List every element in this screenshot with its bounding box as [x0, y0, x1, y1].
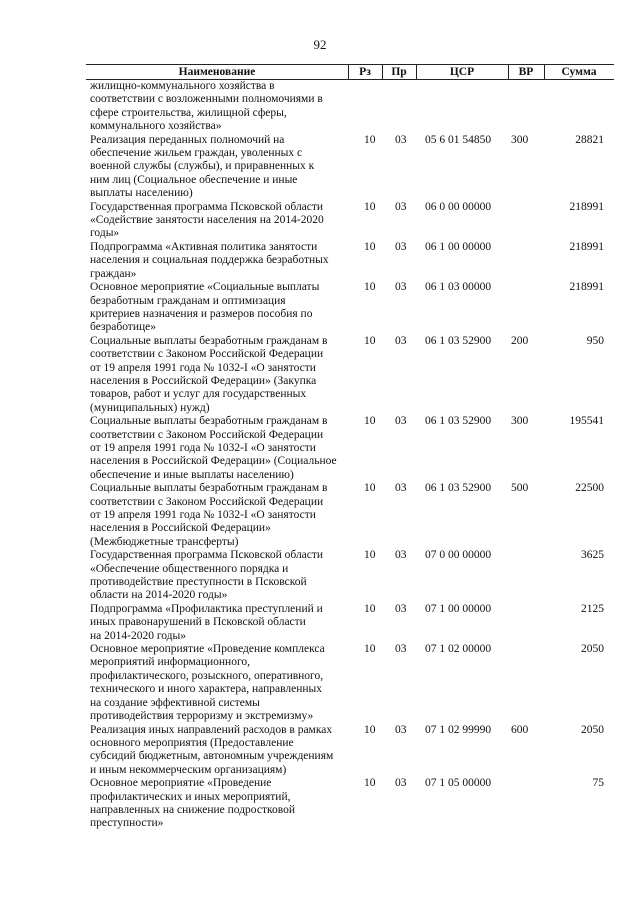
row-csr: 06 1 03 00000: [425, 281, 492, 294]
row-pr: 03: [395, 602, 407, 615]
row-name: [90, 777, 352, 831]
row-name-line: «Содействие занятости населения на 2014-2020: [90, 214, 324, 227]
table-row: [90, 281, 614, 335]
row-name-line: Социальные выплаты безработным гражданам в: [90, 482, 328, 495]
row-name-line: профилактических и иных мероприятий,: [90, 790, 291, 803]
row-rz: 10: [364, 643, 376, 656]
row-name-line: направленных на снижение подростковой: [90, 803, 295, 816]
row-name-line: населения и социальная поддержка безработных: [90, 254, 329, 267]
row-vr: 500: [511, 482, 529, 495]
row-sum: 218991: [569, 281, 604, 294]
row-name-line: субсидий бюджетным, автономным учреждениям: [90, 750, 334, 763]
row-csr: 05 6 01 54850: [425, 133, 492, 146]
table-row: [90, 724, 614, 778]
row-name-line: годы»: [90, 227, 120, 240]
header-pr: Пр: [382, 65, 417, 79]
row-pr: 03: [395, 549, 407, 562]
row-name-line: граждан»: [90, 267, 137, 280]
row-name-line: профилактического, розыскного, оперативного,: [90, 669, 324, 682]
row-name-line: (муниципальных) нужд): [90, 401, 210, 414]
row-vr: 300: [511, 415, 529, 428]
row-rz: 10: [364, 602, 376, 615]
row-csr: 07 1 05 00000: [425, 777, 492, 790]
row-name-line: соответствии с Законом Российской Федерации: [90, 348, 324, 361]
row-name: [90, 335, 352, 415]
row-sum: 75: [592, 777, 604, 790]
row-name-line: военной службы (службы), и приравненных к: [90, 160, 315, 173]
row-sum: 3625: [581, 549, 604, 562]
row-name-line: «Обеспечение общественного порядка и: [90, 562, 289, 575]
row-pr: 03: [395, 777, 407, 790]
row-pr: 03: [395, 281, 407, 294]
row-name-line: населения в Российской Федерации» (Закупка: [90, 374, 317, 387]
row-csr: 07 1 00 00000: [425, 602, 492, 615]
table-row: [90, 201, 614, 241]
row-name-line: Государственная программа Псковской области: [90, 200, 324, 213]
row-name-line: Социальные выплаты безработным гражданам в: [90, 334, 328, 347]
row-name: [90, 482, 352, 549]
row-pr: 03: [395, 723, 407, 736]
row-name-line: мероприятий информационного,: [90, 656, 251, 669]
row-name-line: Подпрограмма «Активная политика занятости: [90, 240, 318, 253]
row-name-line: Основное мероприятие «Проведение: [90, 777, 272, 790]
row-pr: 03: [395, 482, 407, 495]
row-csr: 06 1 00 00000: [425, 240, 492, 253]
row-name-line: на 2014-2020 годы»: [90, 629, 187, 642]
row-rz: 10: [364, 482, 376, 495]
row-name-line: Реализация иных направлений расходов в рамках: [90, 723, 333, 736]
row-pr: 03: [395, 643, 407, 656]
table-row: [90, 415, 614, 482]
row-csr: 07 0 00 00000: [425, 549, 492, 562]
table-row: [90, 549, 614, 603]
row-name-line: (Межбюджетные трансферты): [90, 535, 239, 548]
row-name-line: технического и иного характера, направленных: [90, 683, 323, 696]
row-name-line: коммунального хозяйства»: [90, 120, 222, 133]
row-name-line: Государственная программа Псковской области: [90, 549, 324, 562]
row-csr: 07 1 02 99990: [425, 723, 492, 736]
row-rz: 10: [364, 549, 376, 562]
row-rz: 10: [364, 723, 376, 736]
row-name-line: населения в Российской Федерации» (Социальное: [90, 455, 337, 468]
row-sum: 2125: [581, 602, 604, 615]
row-csr: 06 1 03 52900: [425, 482, 492, 495]
header-name: Наименование: [86, 65, 349, 79]
row-name: [90, 415, 352, 482]
table-row: [90, 482, 614, 549]
page-number: 92: [313, 37, 327, 52]
row-sum: 218991: [569, 240, 604, 253]
row-name: [90, 201, 352, 241]
row-name-line: безработице»: [90, 321, 156, 334]
row-vr: 200: [511, 334, 529, 347]
row-name-line: Основное мероприятие «Социальные выплаты: [90, 281, 320, 294]
row-vr: 300: [511, 133, 529, 146]
row-name-line: жилищно-коммунального хозяйства в: [90, 80, 275, 92]
row-csr: 06 1 03 52900: [425, 334, 492, 347]
header-sum: Сумма: [561, 66, 597, 78]
header-rz: Рз: [348, 65, 383, 79]
row-name-line: выплаты населению): [90, 187, 193, 200]
table-row: [90, 777, 614, 831]
row-name: [90, 724, 352, 778]
table-row: [90, 134, 614, 201]
row-name-line: от 19 апреля 1991 года № 1032-I «О занятости: [90, 361, 316, 374]
header-vr: ВР: [508, 65, 545, 79]
row-name-line: ним лиц (Социальное обеспечение и иные: [90, 173, 298, 186]
row-name-line: сфере строительства, жилищной сферы,: [90, 106, 287, 119]
row-rz: 10: [364, 133, 376, 146]
row-sum: 2050: [581, 723, 604, 736]
row-rz: 10: [364, 240, 376, 253]
row-name-line: критериев назначения и размеров пособия по: [90, 307, 313, 320]
row-name: [90, 134, 352, 201]
row-name-line: соответствии с возложенными полномочиями в: [90, 93, 323, 106]
row-name-line: Основное мероприятие «Проведение комплекса: [90, 643, 325, 656]
row-vr: 600: [511, 723, 529, 736]
row-pr: 03: [395, 133, 407, 146]
row-name-line: основного мероприятия (Предоставление: [90, 736, 294, 749]
row-name-line: безработным гражданам и оптимизация: [90, 294, 286, 307]
row-name: [90, 643, 352, 723]
row-name-line: на создание эффективной системы: [90, 696, 260, 709]
row-name: [90, 281, 352, 335]
row-name-line: противодействие преступности в Псковской: [90, 576, 307, 589]
row-name-line: от 19 апреля 1991 года № 1032-I «О занятости: [90, 441, 316, 454]
row-name-line: Подпрограмма «Профилактика преступлений и: [90, 602, 323, 615]
row-sum: 218991: [569, 200, 604, 213]
row-name-line: Реализация переданных полномочий на: [90, 133, 285, 146]
row-pr: 03: [395, 240, 407, 253]
row-name-line: товаров, работ и услуг для государственных: [90, 388, 307, 401]
row-name-line: населения в Российской Федерации»: [90, 522, 271, 535]
table-row: [90, 603, 614, 643]
row-name-line: области на 2014-2020 годы»: [90, 589, 228, 602]
row-sum: 950: [586, 334, 604, 347]
row-name: [90, 549, 352, 603]
row-sum: 22500: [575, 482, 604, 495]
row-rz: 10: [364, 281, 376, 294]
row-csr: 06 1 03 52900: [425, 415, 492, 428]
row-name-line: обеспечение жильем граждан, уволенных с: [90, 147, 303, 160]
table-row: [90, 643, 614, 723]
row-name-line: обеспечение и иные выплаты населению): [90, 468, 294, 481]
row-sum: 28821: [575, 133, 604, 146]
table-body: [90, 80, 614, 831]
row-rz: 10: [364, 415, 376, 428]
table-row: [90, 335, 614, 415]
table-header: [86, 64, 614, 80]
row-pr: 03: [395, 334, 407, 347]
row-name-line: от 19 апреля 1991 года № 1032-I «О занятости: [90, 509, 316, 521]
row-name: [90, 80, 352, 134]
row-csr: 06 0 00 00000: [425, 200, 492, 213]
row-rz: 10: [364, 334, 376, 347]
row-sum: 2050: [581, 643, 604, 656]
row-csr: 07 1 02 00000: [425, 643, 492, 656]
row-name: [90, 603, 352, 643]
row-name-line: соответствии с Законом Российской Федерации: [90, 495, 324, 508]
row-name-line: преступности»: [90, 817, 164, 830]
table-row: [90, 80, 614, 134]
row-name-line: Социальные выплаты безработным гражданам в: [90, 415, 328, 428]
row-name-line: противодействия терроризму и экстремизму»: [90, 710, 314, 723]
row-name-line: и иным некоммерческим организациям): [90, 763, 287, 776]
row-name: [90, 241, 352, 281]
row-rz: 10: [364, 200, 376, 213]
table-row: [90, 241, 614, 281]
header-csr: ЦСР: [416, 65, 509, 79]
row-name-line: соответствии с Законом Российской Федерации: [90, 428, 324, 441]
row-rz: 10: [364, 777, 376, 790]
row-sum: 195541: [569, 415, 604, 428]
row-pr: 03: [395, 415, 407, 428]
row-name-line: иных правонарушений в Псковской области: [90, 616, 306, 629]
row-pr: 03: [395, 200, 407, 213]
